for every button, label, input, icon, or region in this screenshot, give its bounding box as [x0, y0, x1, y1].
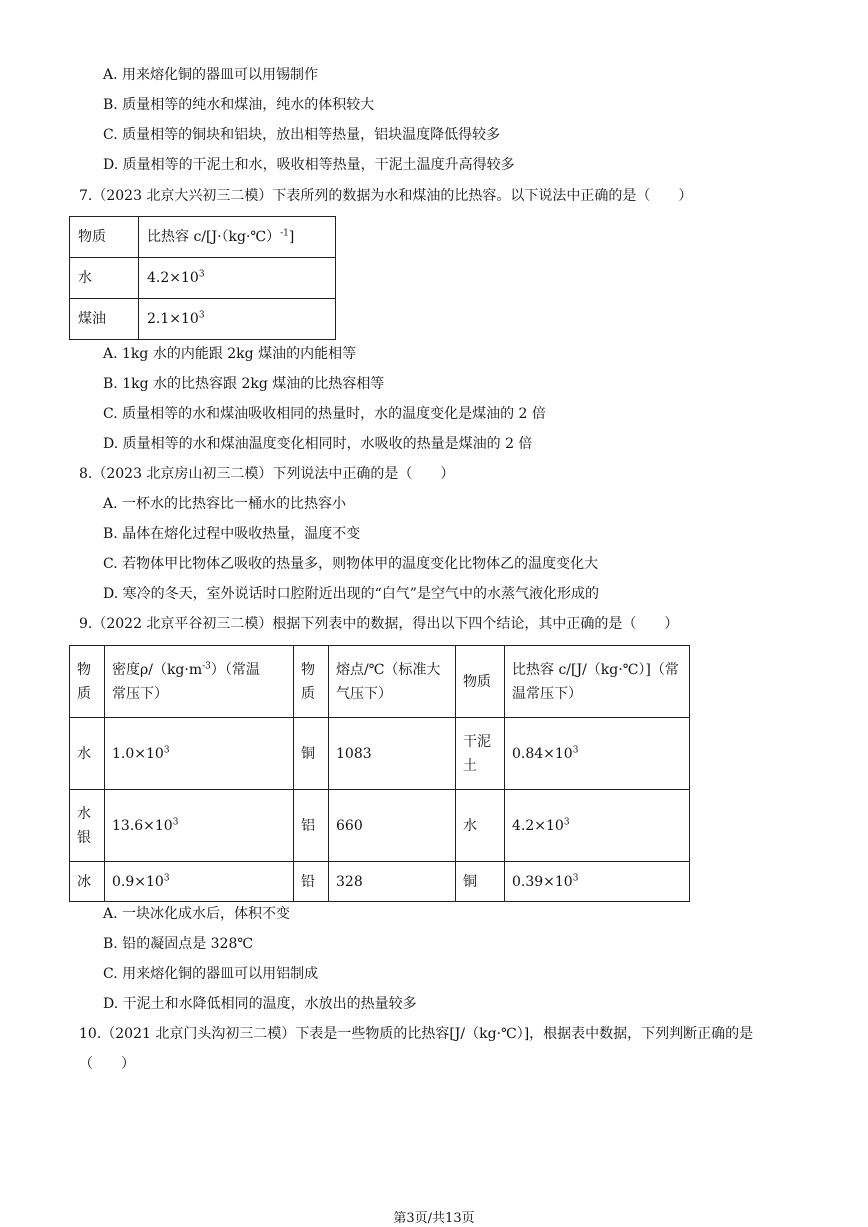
q7-specific-heat-table: [69, 216, 336, 340]
q6-option-d: D. 质量相等的干泥土和水，吸收相等热量，干泥土温度升高得较多: [103, 157, 515, 173]
q8-stem: 8.（2023 北京房山初三二模）下列说法中正确的是（ ）: [79, 466, 455, 482]
table-cell: 煤油: [70, 299, 139, 340]
q7-stem: 7.（2023 北京大兴初三二模）下表所列的数据为水和煤油的比热容。以下说法中正确的是（ ）: [79, 188, 693, 204]
table-cell: $0.84\times 10^3$: [505, 718, 690, 790]
table-header-cell: 物质: [70, 217, 139, 258]
q8-option-a: A. 一杯水的比热容比一桶水的比热容小: [103, 496, 347, 512]
q9-stem: 9.（2022 北京平谷初三二模）根据下列表中的数据，得出以下四个结论，其中正确的是（ ）: [79, 616, 679, 632]
q7-option-d: D. 质量相等的水和煤油温度变化相同时，水吸收的热量是煤油的 2 倍: [103, 436, 533, 452]
table-cell: 铝: [294, 790, 329, 862]
table-header-cell: 物质: [456, 646, 505, 718]
table-header-cell: 熔点/℃（标准大 气压下）: [329, 646, 456, 718]
table-cell: $1.0\times 10^3$: [105, 718, 294, 790]
table-row: [70, 790, 690, 862]
table-cell: $13.6\times 10^3$: [105, 790, 294, 862]
q7-option-c: C. 质量相等的水和煤油吸收相同的热量时，水的温度变化是煤油的 2 倍: [103, 406, 546, 422]
q9-option-c: C. 用来熔化铜的器皿可以用铝制成: [103, 966, 319, 982]
table-cell: 水 银: [70, 790, 105, 862]
table-row: [70, 862, 690, 902]
table-cell: $4.2\times 10^3$: [139, 258, 336, 299]
q7-option-a: A. 1kg 水的内能跟 2kg 煤油的内能相等: [103, 346, 357, 362]
q9-option-d: D. 干泥土和水降低相同的温度，水放出的热量较多: [103, 996, 417, 1012]
table-cell: $2.1\times 10^3$: [139, 299, 336, 340]
table-row: [70, 258, 336, 299]
q6-option-c: C. 质量相等的铜块和铝块，放出相等热量，铝块温度降低得较多: [103, 127, 501, 143]
table-header-cell: 比热容 c/[J/（kg·℃）]（常 温常压下）: [505, 646, 690, 718]
table-header-cell: 密度$\rho/(kg\cdot m^{-3})$（常温 常压下）: [105, 646, 294, 718]
table-cell: 水: [70, 258, 139, 299]
table-row: [70, 646, 690, 718]
table-header-cell: 物 质: [294, 646, 329, 718]
table-cell: 铜: [456, 862, 505, 902]
table-header-cell: 物 质: [70, 646, 105, 718]
table-row: [70, 299, 336, 340]
table-cell: 冰: [70, 862, 105, 902]
table-cell: $4.2\times 10^3$: [505, 790, 690, 862]
q7-option-b: B. 1kg 水的比热容跟 2kg 煤油的比热容相等: [103, 376, 385, 392]
table-cell: 水: [70, 718, 105, 790]
table-row: [70, 718, 690, 790]
q10-answer-blank: （ ）: [79, 1056, 135, 1072]
table-cell: 328: [329, 862, 456, 902]
table-cell: $0.9\times 10^3$: [105, 862, 294, 902]
table-cell: 铜: [294, 718, 329, 790]
table-cell: 660: [329, 790, 456, 862]
table-cell: 铅: [294, 862, 329, 902]
table-row: [70, 217, 336, 258]
q8-option-c: C. 若物体甲比物体乙吸收的热量多，则物体甲的温度变化比物体乙的温度变化大: [103, 556, 599, 572]
q8-option-d: D. 寒冷的冬天，室外说话时口腔附近出现的“白气”是空气中的水蒸气液化形成的: [103, 586, 599, 602]
table-cell: 干泥 土: [456, 718, 505, 790]
table-cell: 1083: [329, 718, 456, 790]
q6-option-a: A. 用来熔化铜的器皿可以用锡制作: [103, 67, 319, 83]
q9-data-table: [69, 645, 690, 902]
q9-option-b: B. 铅的凝固点是 328℃: [103, 936, 254, 952]
q9-option-a: A. 一块冰化成水后，体积不变: [103, 906, 291, 922]
q8-option-b: B. 晶体在熔化过程中吸收热量，温度不变: [103, 526, 361, 542]
table-cell: $0.39\times 10^3$: [505, 862, 690, 902]
q6-option-b: B. 质量相等的纯水和煤油，纯水的体积较大: [103, 97, 375, 113]
page-footer: 第3页/共13页: [393, 1211, 475, 1226]
q10-stem: 10.（2021 北京门头沟初三二模）下表是一些物质的比热容[J/（kg·℃）]，根据表中数据，下列判断正确的是: [79, 1026, 754, 1042]
table-cell: 水: [456, 790, 505, 862]
table-header-cell: 比热容 c/[J·（kg·℃）$^{-1}$]: [139, 217, 336, 258]
